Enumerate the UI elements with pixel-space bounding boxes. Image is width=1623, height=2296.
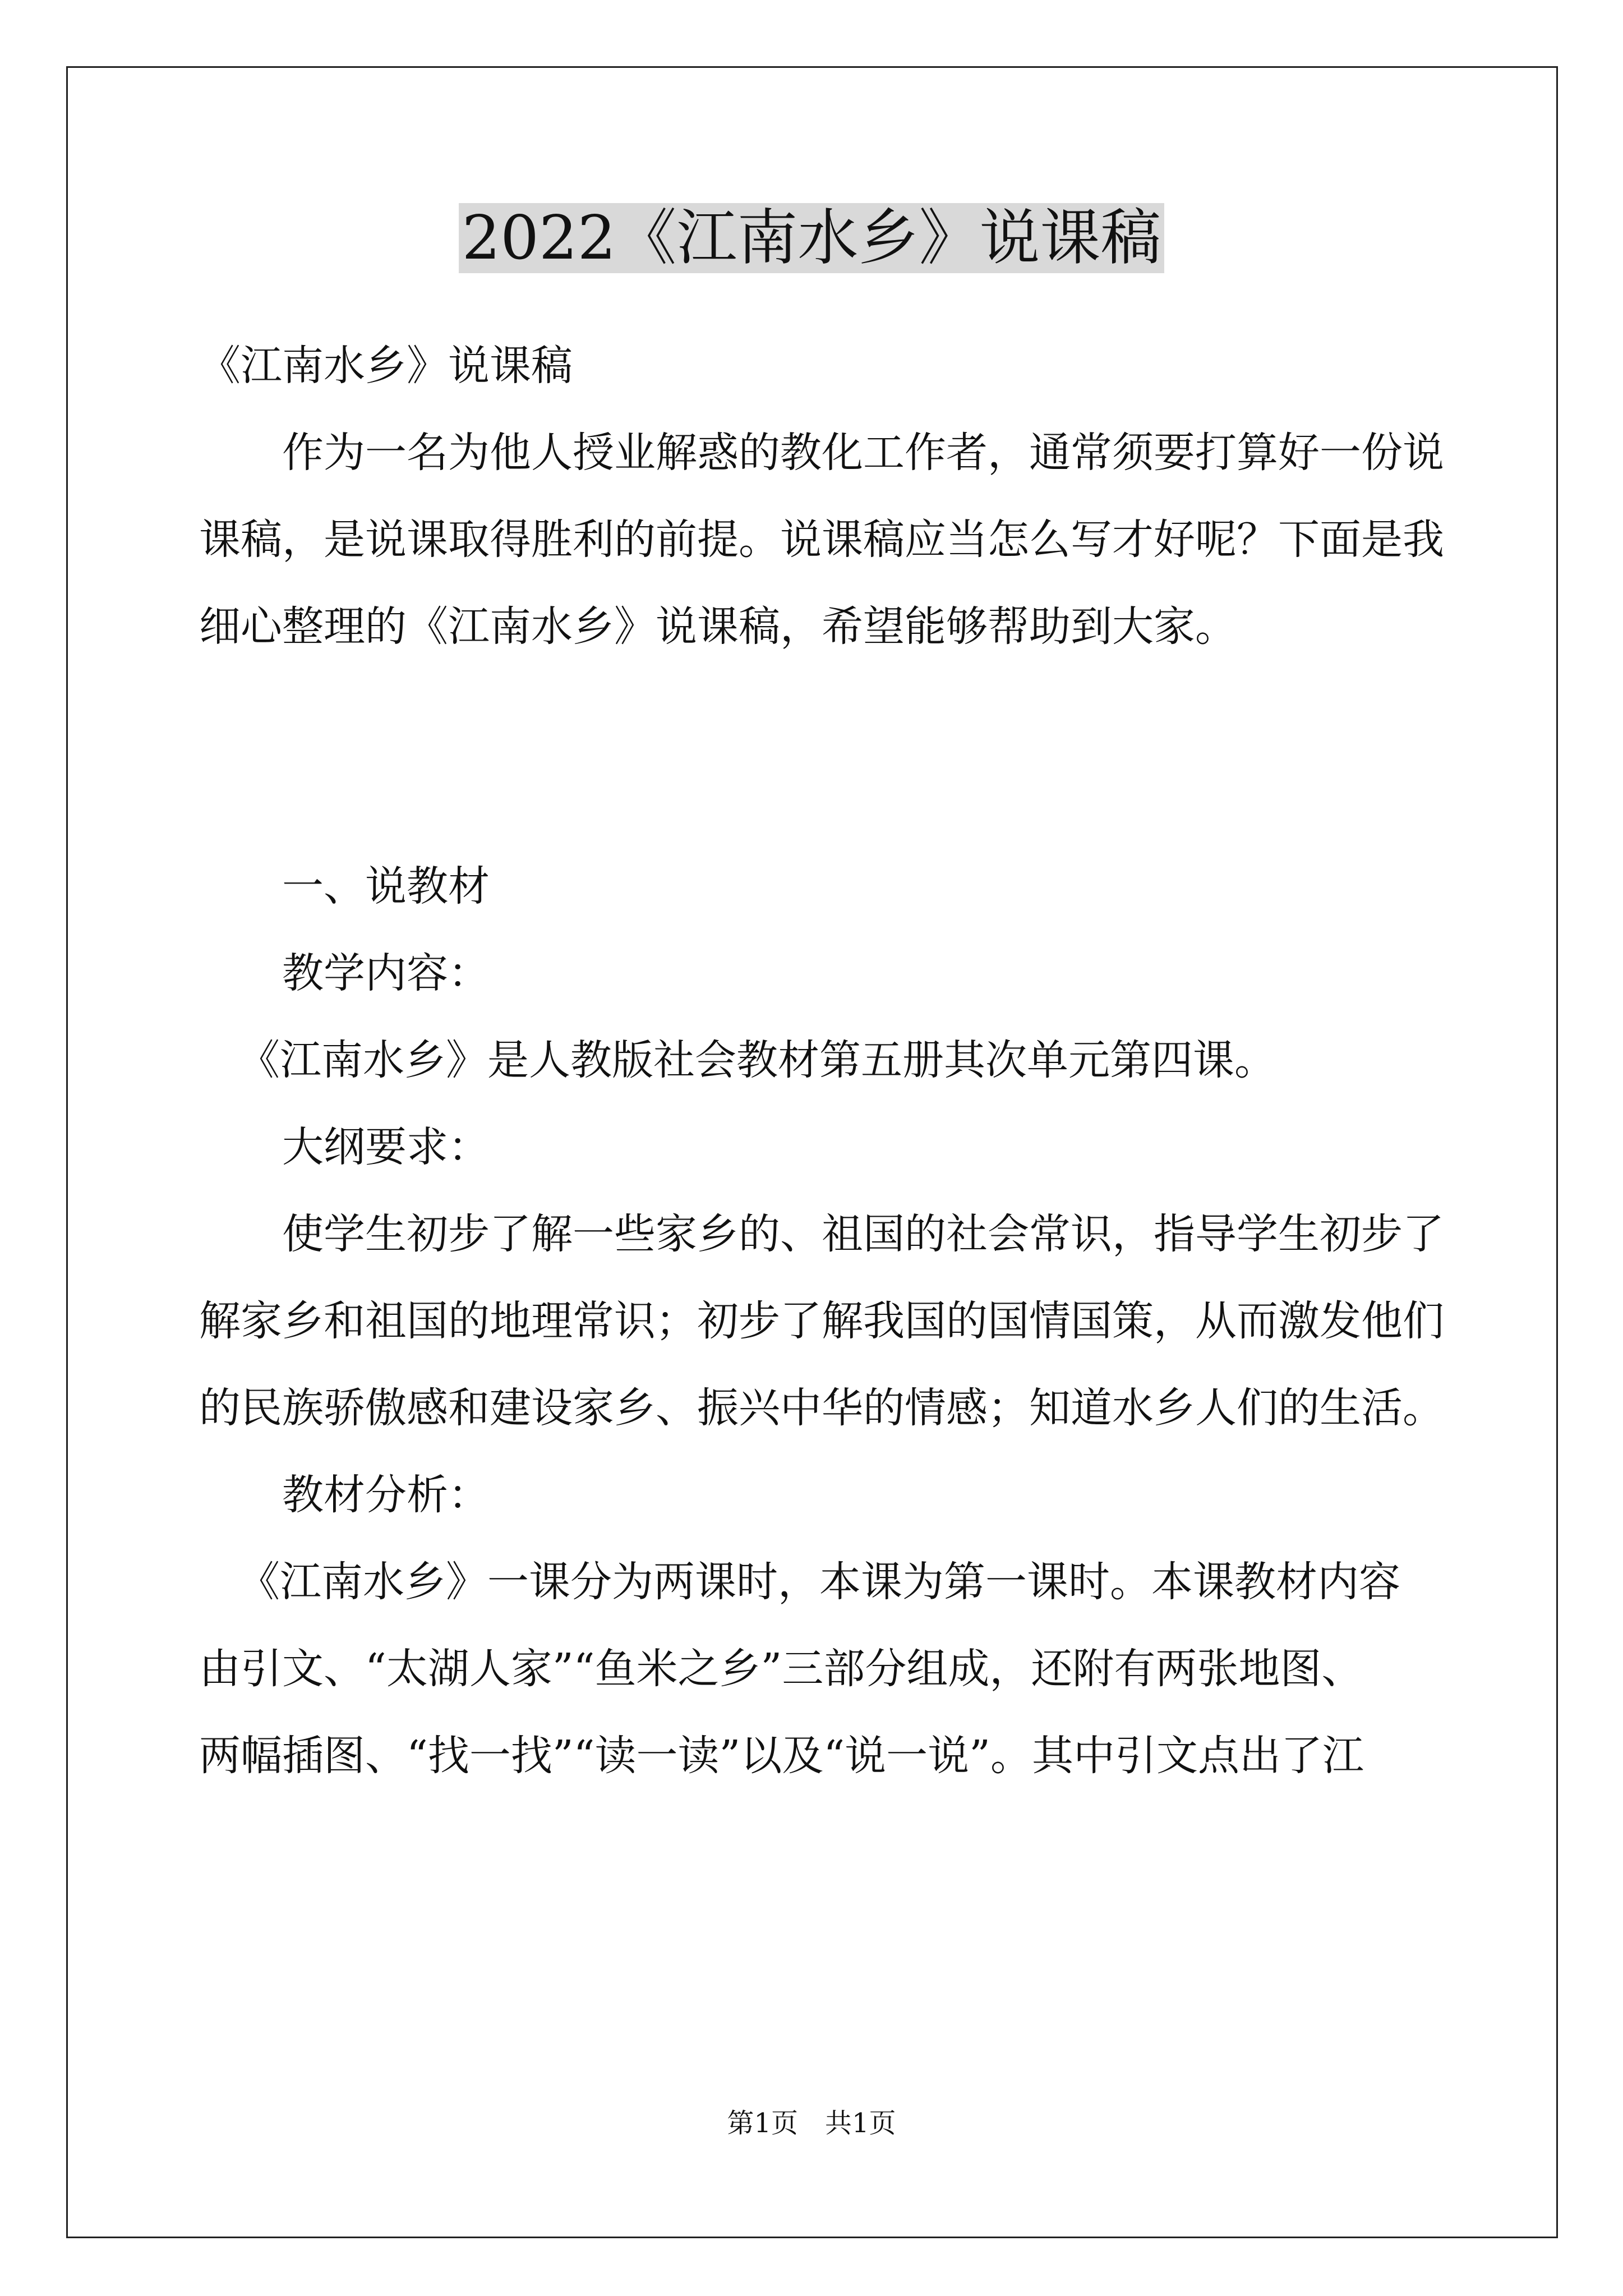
body-line: 解家乡和祖国的地理常识；初步了解我国的国情国策，从而激发他们	[199, 1297, 1444, 1345]
subheading: 教学内容：	[282, 949, 490, 997]
body-line: 由引文、“太湖人家”“鱼米之乡”三部分组成，还附有两张地图、	[199, 1645, 1363, 1693]
body-line: 细心整理的《江南水乡》说课稿，希望能够帮助到大家。	[199, 602, 1237, 651]
document-title	[0, 196, 1623, 280]
subheading: 大纲要求：	[282, 1123, 490, 1171]
body-line: 《江南水乡》一课分为两课时，本课为第一课时。本课教材内容	[238, 1558, 1400, 1606]
body-line: 使学生初步了解一些家乡的、祖国的社会常识，指导学生初步了	[282, 1210, 1444, 1258]
page-footer: 第1页 共1页	[727, 2108, 896, 2139]
document-title-text: 2022《江南水乡》说课稿	[459, 203, 1165, 273]
body-line: 的民族骄傲感和建设家乡、振兴中华的情感；知道水乡人们的生活。	[199, 1384, 1444, 1432]
body-line: 两幅插图、“找一找”“读一读”以及“说一说”。其中引文点出了江	[199, 1732, 1364, 1780]
section-heading: 一、说教材	[282, 862, 490, 910]
body-line: 课稿，是说课取得胜利的前提。说课稿应当怎么写才好呢？下面是我	[199, 516, 1444, 564]
body-line: 《江南水乡》是人教版社会教材第五册其次单元第四课。	[238, 1036, 1276, 1084]
body-line: 作为一名为他人授业解惑的教化工作者，通常须要打算好一份说	[282, 429, 1444, 477]
subheading: 教材分析：	[282, 1471, 490, 1519]
subtitle-line: 《江南水乡》说课稿	[199, 342, 573, 390]
